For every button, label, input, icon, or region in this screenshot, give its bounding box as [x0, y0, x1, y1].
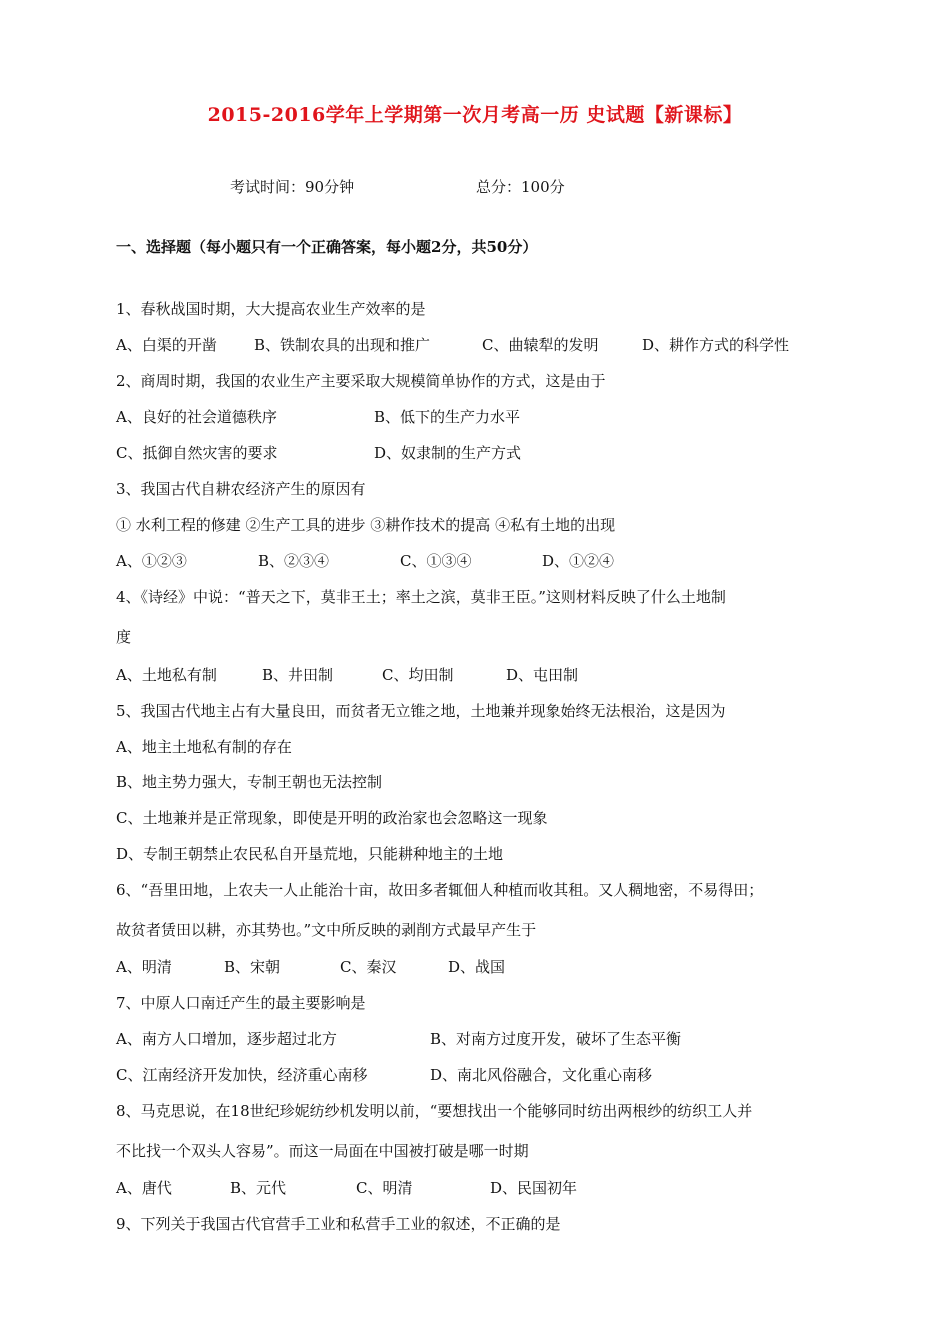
q3-items: ① 水利工程的修建 ②生产工具的进步 ③耕作技术的提高 ④私有土地的出现	[116, 516, 616, 534]
q2-stem: 2、商周时期，我国的农业生产主要采取大规模简单协作的方式，这是由于	[116, 372, 606, 390]
q8-option-b: B、元代	[230, 1179, 287, 1197]
q3-option-d: D、①②④	[542, 552, 615, 570]
q1-option-c: C、曲辕犁的发明	[482, 336, 599, 354]
q2-option-c: C、抵御自然灾害的要求	[116, 444, 278, 462]
q2-options-row1	[116, 406, 520, 427]
q6-option-d: D、战国	[448, 958, 506, 976]
q2-options-row2	[116, 442, 521, 463]
q6-options	[116, 956, 505, 977]
q4-option-b: B、井田制	[262, 666, 334, 684]
q8-option-a: A、唐代	[116, 1179, 172, 1197]
section-heading: 一、选择题（每小题只有一个正确答案，每小题2分，共50分）	[116, 238, 538, 256]
total-score: 总分：100分	[476, 178, 565, 196]
q2-option-d: D、奴隶制的生产方式	[374, 444, 522, 462]
exam-time: 考试时间：90分钟	[230, 178, 355, 196]
q8-option-d: D、民国初年	[490, 1179, 578, 1197]
q6-option-b: B、宋朝	[224, 958, 281, 976]
q1-option-a: A、白渠的开凿	[116, 336, 217, 354]
q3-option-b: B、②③④	[258, 552, 330, 570]
q7-options-row2	[116, 1064, 652, 1085]
q6-option-c: C、秦汉	[340, 958, 397, 976]
q6-stem-line2: 故贫者赁田以耕，亦其势也。”文中所反映的剥削方式最早产生于	[116, 921, 537, 939]
q1-stem: 1、春秋战国时期，大大提高农业生产效率的是	[116, 300, 426, 318]
q7-options-row1	[116, 1028, 681, 1049]
q1-option-b: B、铁制农具的出现和推广	[254, 336, 431, 354]
q5-option-d: D、专制王朝禁止农民私自开垦荒地，只能耕种地主的土地	[116, 845, 504, 863]
q8-options	[116, 1177, 577, 1198]
page-title: 2015-2016学年上学期第一次月考高一历 史试题【新课标】	[207, 104, 743, 126]
q7-stem: 7、中原人口南迁产生的最主要影响是	[116, 994, 366, 1012]
q5-option-a: A、地主土地私有制的存在	[116, 738, 292, 756]
q8-stem-line2: 不比找一个双头人容易”。而这一局面在中国被打破是哪一时期	[116, 1142, 529, 1160]
q9-stem: 9、下列关于我国古代官营手工业和私营手工业的叙述，不正确的是	[116, 1215, 561, 1233]
q3-options	[116, 550, 614, 571]
q3-option-c: C、①③④	[400, 552, 472, 570]
q5-stem: 5、我国古代地主占有大量良田，而贫者无立锥之地，土地兼并现象始终无法根治，这是因为	[116, 702, 726, 720]
q7-option-b: B、对南方过度开发，破坏了生态平衡	[430, 1030, 682, 1048]
q3-stem: 3、我国古代自耕农经济产生的原因有	[116, 480, 366, 498]
q4-option-c: C、均田制	[382, 666, 454, 684]
q4-options	[116, 664, 578, 685]
q4-option-a: A、土地私有制	[116, 666, 217, 684]
q6-stem-line1: 6、“吾里田地，上农夫一人止能治十亩，故田多者辄佃人种植而收其租。又人稠地密，不易得田；	[116, 881, 764, 899]
q4-option-d: D、屯田制	[506, 666, 579, 684]
q2-option-a: A、良好的社会道德秩序	[116, 408, 277, 426]
q5-option-b: B、地主势力强大，专制王朝也无法控制	[116, 773, 383, 791]
q5-option-c: C、土地兼并是正常现象，即使是开明的政治家也会忽略这一现象	[116, 809, 548, 827]
q6-option-a: A、明清	[116, 958, 172, 976]
q4-stem-line1: 4、《诗经》中说：“普天之下，莫非王土；率土之滨，莫非王臣。”这则材料反映了什么土地制	[116, 588, 726, 606]
q7-option-d: D、南北风俗融合，文化重心南移	[430, 1066, 653, 1084]
q3-option-a: A、①②③	[116, 552, 187, 570]
q4-stem-line2: 度	[116, 628, 132, 646]
q7-option-a: A、南方人口增加，逐步超过北方	[116, 1030, 337, 1048]
q2-option-b: B、低下的生产力水平	[374, 408, 521, 426]
q8-option-c: C、明清	[356, 1179, 413, 1197]
q7-option-c: C、江南经济开发加快，经济重心南移	[116, 1066, 368, 1084]
q1-options	[116, 334, 789, 355]
q8-stem-line1: 8、马克思说，在18世纪珍妮纺纱机发明以前，“要想找出一个能够同时纺出两根纱的纺织工人并	[116, 1102, 753, 1120]
q1-option-d: D、耕作方式的科学性	[642, 336, 790, 354]
